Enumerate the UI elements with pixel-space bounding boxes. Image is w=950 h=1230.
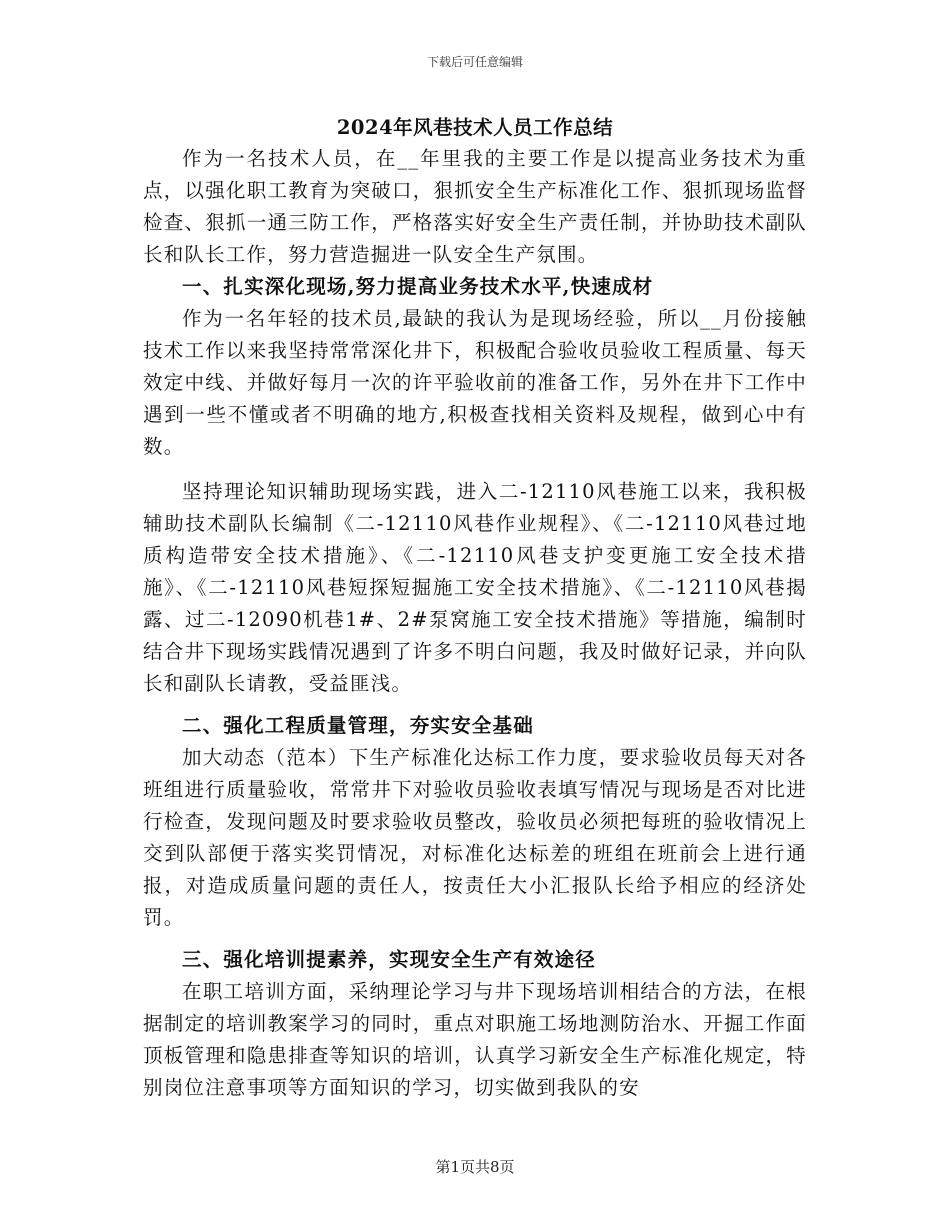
section1-paragraph-1: 作为一名年轻的技术员,最缺的我认为是现场经验，所以__月份接触技术工作以来我坚持常常深化井下，积极配合验收员验收工程质量、每天效定中线、并做好每月一次的许平验收前的准备工作，另外在井下工作中遇到一些不懂或者不明确的地方,积极查找相关资料及规程，做到心中有数。 bbox=[143, 307, 807, 458]
header-note: 下载后可任意编辑 bbox=[426, 55, 523, 69]
section-heading-3: 三、强化培训提素养，实现安全生产有效途径 bbox=[182, 948, 597, 971]
document-title: 2024年风巷技术人员工作总结 bbox=[336, 116, 614, 139]
intro-paragraph: 作为一名技术人员，在__年里我的主要工作是以提高业务技术为重点，以强化职工教育为突破口，狠抓安全生产标准化工作、狠抓现场监督检查、狠抓一通三防工作，严格落实好安全生产责任制，并协助技术副队长和队长工作，努力营造掘进一队安全生产氛围。 bbox=[143, 147, 807, 266]
section2-paragraph-1: 加大动态（范本）下生产标准化达标工作力度，要求验收员每天对各班组进行质量验收，常常井下对验收员验收表填写情况与现场是否对比进行检查，发现问题及时要求验收员整改，验收员必须把每班的验收情况上交到队部便于落实奖罚情况，对标准化达标差的班组在班前会上进行通报，对造成质量问题的责任人，按责任大小汇报队长给予相应的经济处罚。 bbox=[143, 746, 807, 929]
section1-paragraph-2: 坚持理论知识辅助现场实践，进入二-12110风巷施工以来，我积极辅助技术副队长编制《二-12110风巷作业规程》、《二-12110风巷过地质构造带安全技术措施》、《二-12110风巷支护变更施工安全技术措施》、《二-12110风巷短探短掘施工安全技术措施》、《二-12110风巷揭露、过二-12090机巷1#、2#泵窝施工安全技术措施》等措施，编制时结合井下现场实践情况遇到了许多不明白问题，我及时做好记录，并向队长和副队长请教，受益匪浅。 bbox=[143, 480, 807, 695]
section3-paragraph-1: 在职工培训方面，采纳理论学习与井下现场培训相结合的方法，在根据制定的培训教案学习的同时，重点对职施工场地测防治水、开掘工作面顶板管理和隐患排查等知识的培训，认真学习新安全生产标准化规定，特别岗位注意事项等方面知识的学习，切实做到我队的安 bbox=[143, 980, 807, 1099]
page-number: 第1页共8页 bbox=[435, 1158, 515, 1176]
section-heading-1: 一、扎实深化现场,努力提高业务技术水平,快速成材 bbox=[182, 275, 654, 298]
document-body bbox=[143, 143, 807, 1104]
section-heading-2: 二、强化工程质量管理，夯实安全基础 bbox=[182, 714, 534, 737]
